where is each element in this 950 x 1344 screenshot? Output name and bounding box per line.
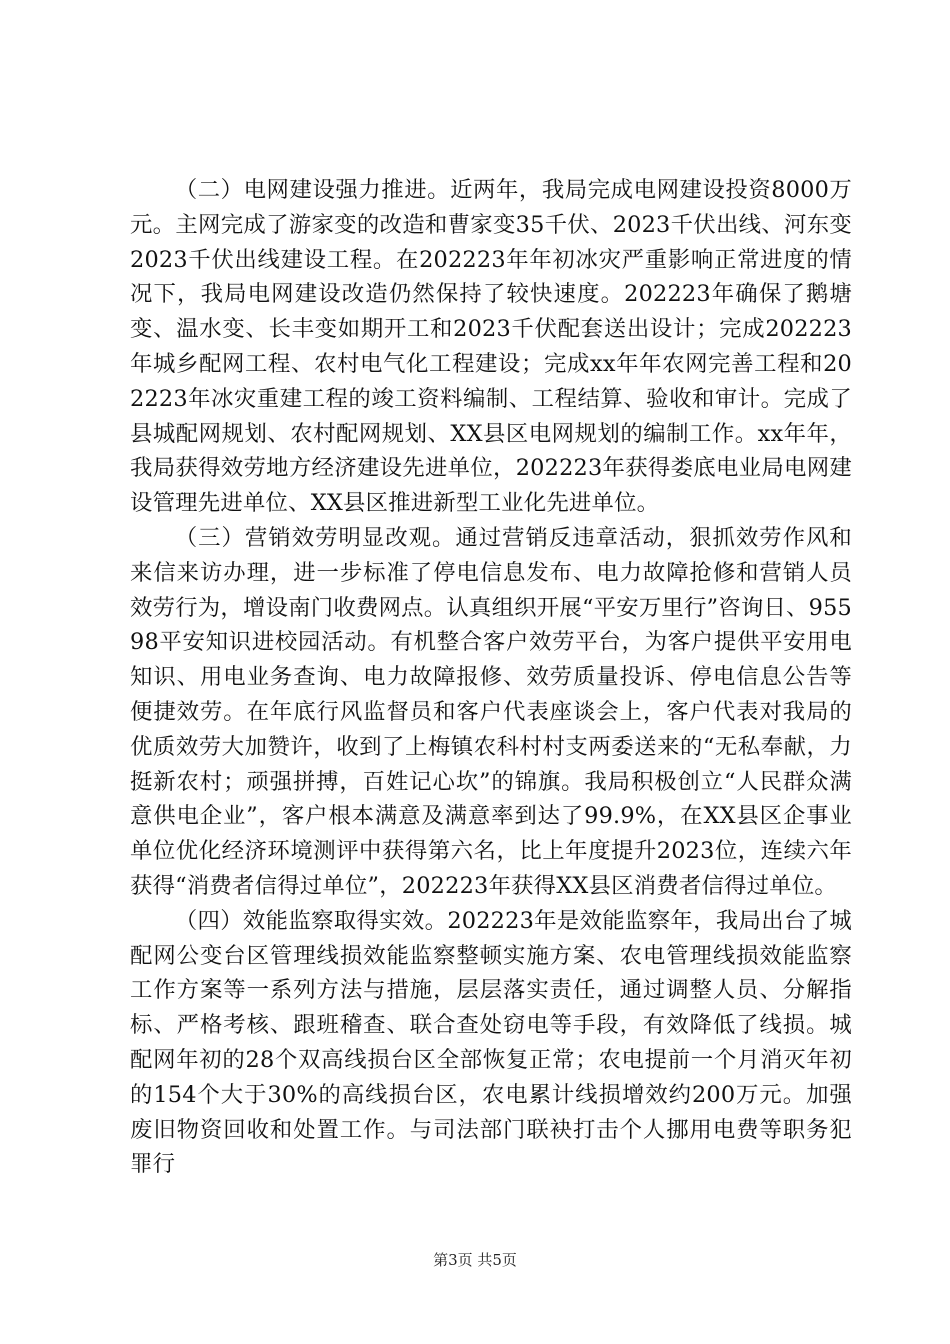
paragraph-marketing-service: （三）营销效劳明显改观。通过营销反违章活动，狠抓效劳作风和来信来访办理，进一步标准了停电信息发布、电力故障抢修和营销人员效劳行为，增设南门收费网点。认真组织开展“平安万里行”咨询日、95598平安知识进校园活动。有机整合客户效劳平台，为客户提供平安用电知识、用电业务查询、电力故障报修、效劳质量投诉、停电信息公告等便捷效劳。在年底行风监督员和客户代表座谈会上，客户代表对我局的优质效劳大加赞许，收到了上梅镇农科村村支两委送来的“无私奉献，力挺新农村；顽强拼搏，百姓记心坎”的锦旗。我局积极创立“人民群众满意供电企业”，客户根本满意及满意率到达了99.9%，在XX县区企事业单位优化经济环境测评中获得第六名，比上年度提升2023位，连续六年获得“消费者信得过单位”，202223年获得XX县区消费者信得过单位。 xyxy=(130,524,852,899)
paragraph-grid-construction: （二）电网建设强力推进。近两年，我局完成电网建设投资8000万元。主网完成了游家变的改造和曹家变35千伏、2023千伏出线、河东变2023千伏出线建设工程。在202223年年初冰灾严重影响正常进度的情况下，我局电网建设改造仍然保持了较快速度。202223年确保了鹅塘变、温水变、长丰变如期开工和2023千伏配套送出设计；完成202223年城乡配网工程、农村电气化工程建设；完成xx年年农网完善工程和202223年冰灾重建工程的竣工资料编制、工程结算、验收和审计。完成了县城配网规划、农村配网规划、XX县区电网规划的编制工作。xx年年，我局获得效劳地方经济建设先进单位，202223年获得娄底电业局电网建设管理先进单位、XX县区推进新型工业化先进单位。 xyxy=(130,177,852,517)
paragraph-efficiency-supervision: （四）效能监察取得实效。202223年是效能监察年，我局出台了城配网公变台区管理线损效能监察整顿实施方案、农电管理线损效能监察工作方案等一系列方法与措施，层层落实责任，通过调整人员、分解指标、严格考核、跟班稽查、联合查处窃电等手段，有效降低了线损。城配网年初的28个双高线损台区全部恢复正常；农电提前一个月消灭年初的154个大于30%的高线损台区，农电累计线损增效约200万元。加强废旧物资回收和处置工作。与司法部门联袂打击个人挪用电费等职务犯罪行 xyxy=(130,907,852,1178)
document-body xyxy=(130,173,852,1182)
page-number-footer: 第3页 共5页 xyxy=(433,1251,517,1269)
